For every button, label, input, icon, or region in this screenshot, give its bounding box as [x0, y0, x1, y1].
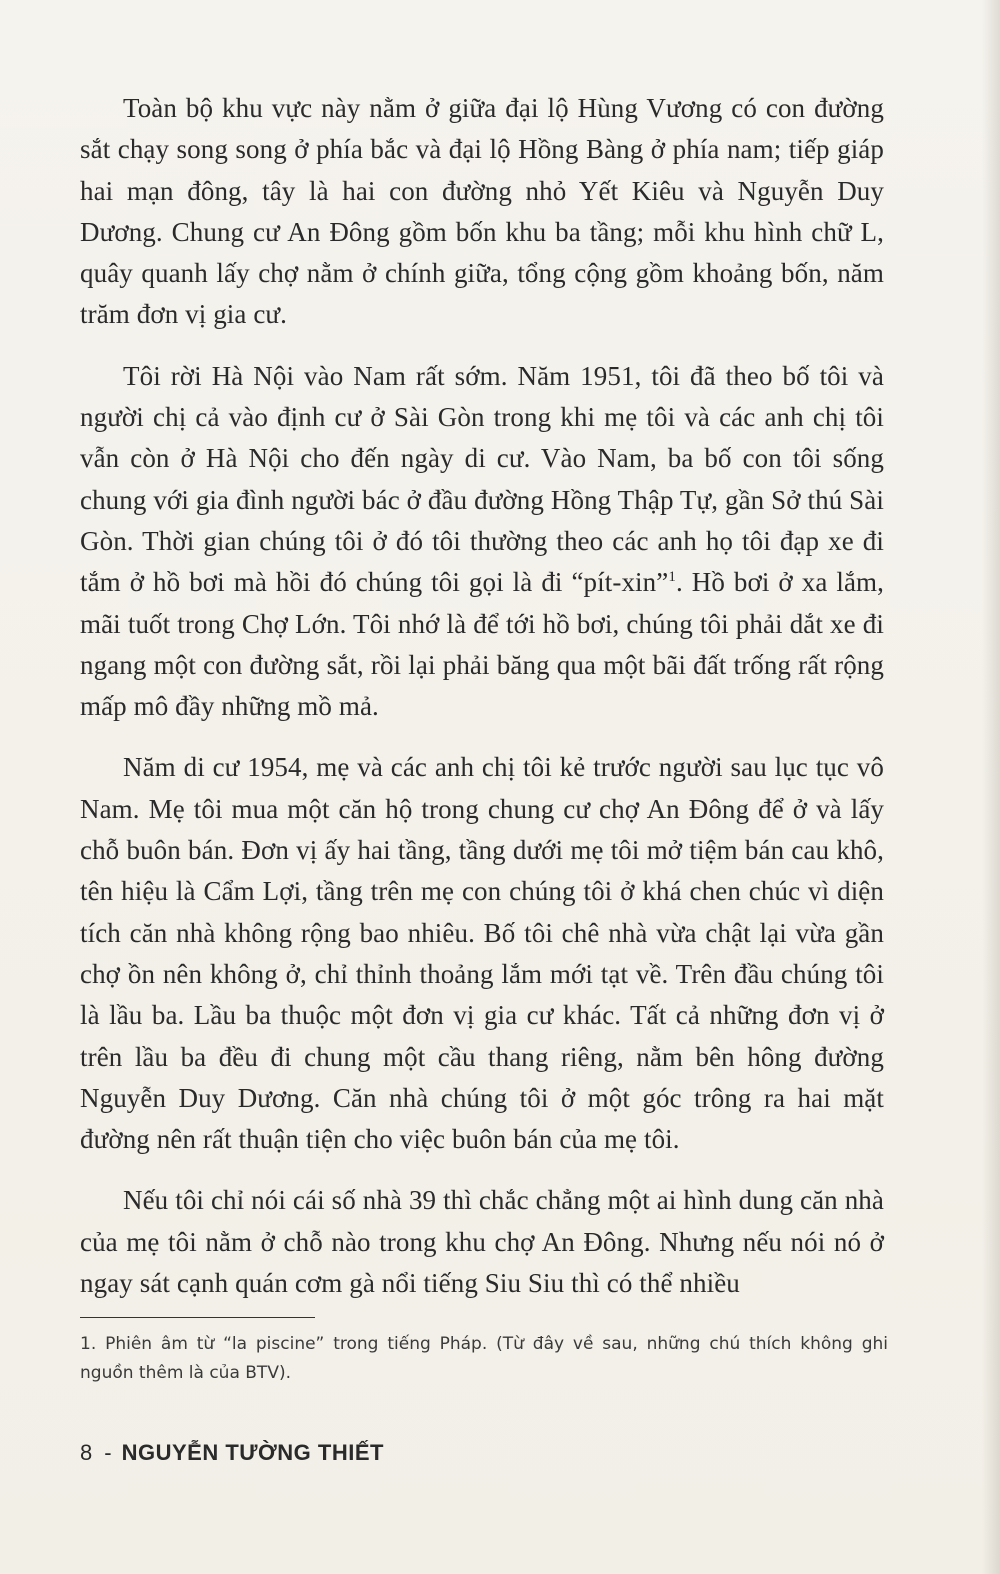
body-text [80, 88, 884, 1324]
footer-separator: - [104, 1440, 112, 1465]
page-edge-shadow [982, 0, 1000, 1574]
paragraph-1: Toàn bộ khu vực này nằm ở giữa đại lộ Hùng Vương có con đường sắt chạy song song ở phía bắc và đại lộ Hồng Bàng ở phía nam; tiếp giáp hai mạn đông, tây là hai con đường nhỏ Yết Kiêu và Nguyễn Duy Dương. Chung cư An Đông gồm bốn khu ba tầng; mỗi khu hình chữ L, quây quanh lấy chợ nằm ở chính giữa, tổng cộng gồm khoảng bốn, năm trăm đơn vị gia cư. [80, 93, 884, 330]
footnote-divider [80, 1317, 315, 1318]
author-name: NGUYỄN TƯỜNG THIẾT [121, 1440, 384, 1465]
paragraph-3: Năm di cư 1954, mẹ và các anh chị tôi kẻ trước người sau lục tục vô Nam. Mẹ tôi mua một căn hộ trong chung cư chợ An Đông để ở và lấy chỗ buôn bán. Đơn vị ấy hai tầng, tầng dưới mẹ tôi mở tiệm bán cau khô, tên hiệu là Cẩm Lợi, tầng trên mẹ con chúng tôi ở khá chen chúc vì diện tích căn nhà không rộng bao nhiêu. Bố tôi chê nhà vừa chật lại vừa gần chợ ồn nên không ở, chỉ thỉnh thoảng lắm mới tạt về. Trên đầu chúng tôi là lầu ba. Lầu ba thuộc một đơn vị gia cư khác. Tất cả những đơn vị ở trên lầu ba đều đi chung một cầu thang riêng, nằm bên hông đường Nguyễn Duy Dương. Căn nhà chúng tôi ở một góc trông ra hai mặt đường nên rất thuận tiện cho việc buôn bán của mẹ tôi. [80, 752, 884, 1155]
footnote: 1. Phiên âm từ “la piscine” trong tiếng Pháp. (Từ đây về sau, những chú thích không ghi nguồn thêm là của BTV). [80, 1334, 888, 1383]
paragraph-2-after: . Hồ bơi ở xa lắm, mãi tuốt trong Chợ Lớn. Tôi nhớ là để tới hồ bơi, chúng tôi phải dắt xe đi ngang một con đường sắt, rồi lại phải băng qua một bãi đất trống rất rộng mấp mô đầy những mồ mả. [80, 567, 884, 722]
footnote-reference: 1 [668, 569, 676, 586]
paragraph-4: Nếu tôi chỉ nói cái số nhà 39 thì chắc chẳng một ai hình dung căn nhà của mẹ tôi nằm ở chỗ nào trong khu chợ An Đông. Nhưng nếu nói nó ở ngay sát cạnh quán cơm gà nổi tiếng Siu Siu thì có thể nhiều [80, 1185, 884, 1299]
paragraph-2-before: Tôi rời Hà Nội vào Nam rất sớm. Năm 1951, tôi đã theo bố tôi và người chị cả vào định cư ở Sài Gòn trong khi mẹ tôi và các anh chị tôi vẫn còn ở Hà Nội cho đến ngày di cư. Vào Nam, ba bố con tôi sống chung với gia đình người bác ở đầu đường Hồng Thập Tự, gần Sở thú Sài Gòn. Thời gian chúng tôi ở đó tôi thường theo các anh họ tôi đạp xe đi tắm ở hồ bơi mà hồi đó chúng tôi gọi là đi “pít-xin” [80, 360, 884, 598]
paragraph-2 [80, 356, 884, 728]
page-footer [80, 1440, 384, 1466]
page-number: 8 [80, 1440, 93, 1465]
